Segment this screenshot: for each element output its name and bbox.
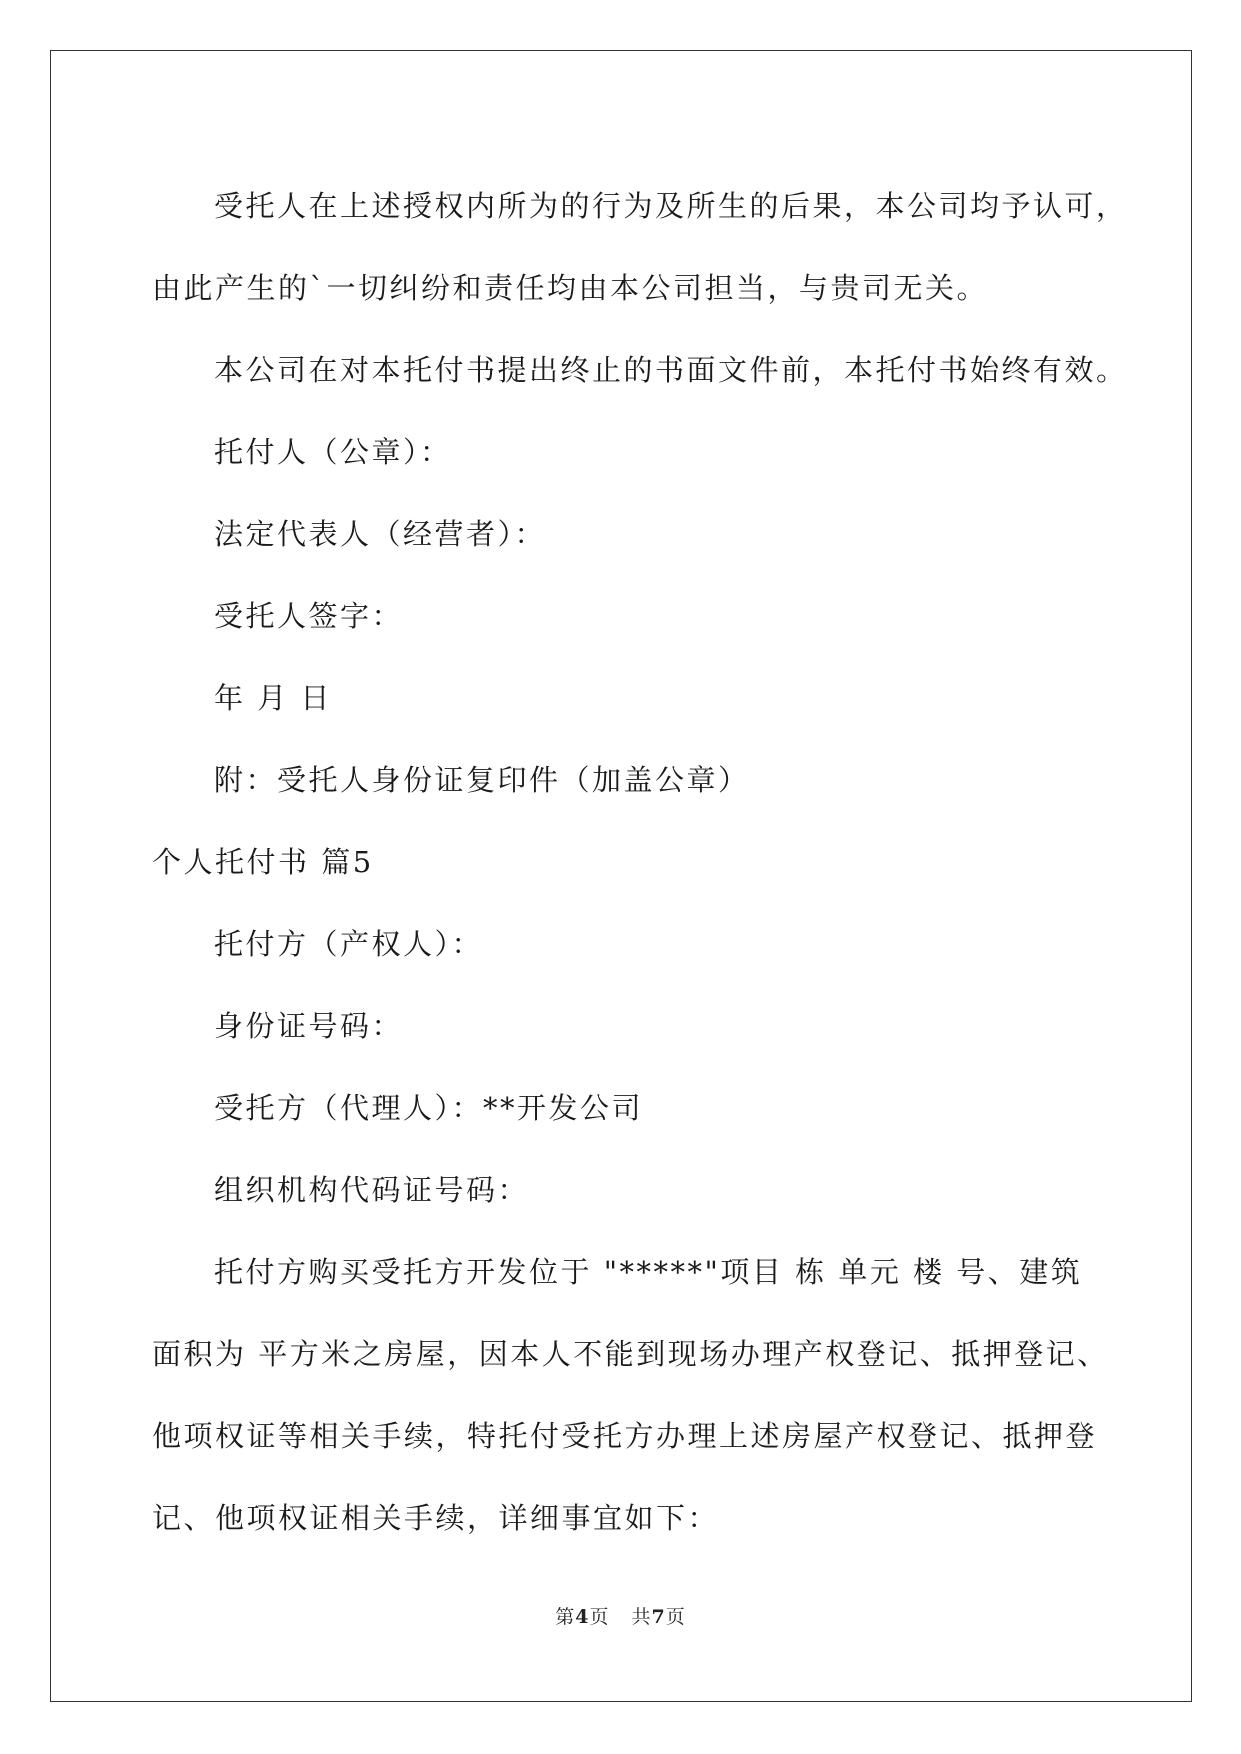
paragraph-line: 托付人（公章）：: [214, 435, 452, 469]
total-page-number: 7: [651, 1606, 666, 1628]
page-footer: [0, 1602, 1241, 1629]
paragraph-line: 托付方购买受托方开发位于 "*****"项目 栋 单元 楼 号、建筑: [214, 1255, 1083, 1289]
paragraph-line: 受托人在上述授权内所为的行为及所生的后果，本公司均予认可，: [214, 189, 1128, 223]
paragraph-line: 组织机构代码证号码：: [214, 1173, 530, 1207]
document-body: [152, 165, 1128, 1559]
paragraph-line: 身份证号码：: [214, 1009, 404, 1043]
paragraph-line: 附：受托人身份证复印件（加盖公章）: [214, 763, 750, 797]
paragraph-line: 年 月 日: [214, 681, 332, 715]
footer-total-prefix: 共: [631, 1606, 652, 1628]
paragraph-line: 受托方（代理人）：**开发公司: [214, 1091, 644, 1125]
paragraph-line: 面积为 平方米之房屋，因本人不能到现场办理产权登记、抵押登记、: [152, 1337, 1109, 1371]
paragraph-line: 法定代表人（经营者）：: [214, 517, 547, 551]
footer-page-suffix: 页: [589, 1606, 610, 1628]
footer-total-suffix: 页: [665, 1606, 686, 1628]
paragraph-line: 本公司在对本托付书提出终止的书面文件前，本托付书始终有效。: [214, 353, 1128, 387]
paragraph-line: 由此产生的`一切纠纷和责任均由本公司担当，与贵司无关。: [152, 271, 989, 305]
paragraph-line: 记、他项权证相关手续，详细事宜如下：: [152, 1501, 720, 1535]
paragraph-line: 受托人签字：: [214, 599, 404, 633]
paragraph-line: 他项权证等相关手续，特托付受托方办理上述房屋产权登记、抵押登: [152, 1419, 1098, 1453]
paragraph-line: 托付方（产权人）：: [214, 927, 484, 961]
current-page-number: 4: [575, 1606, 590, 1628]
section-heading: 个人托付书 篇5: [152, 845, 374, 879]
footer-prefix: 第: [555, 1606, 576, 1628]
